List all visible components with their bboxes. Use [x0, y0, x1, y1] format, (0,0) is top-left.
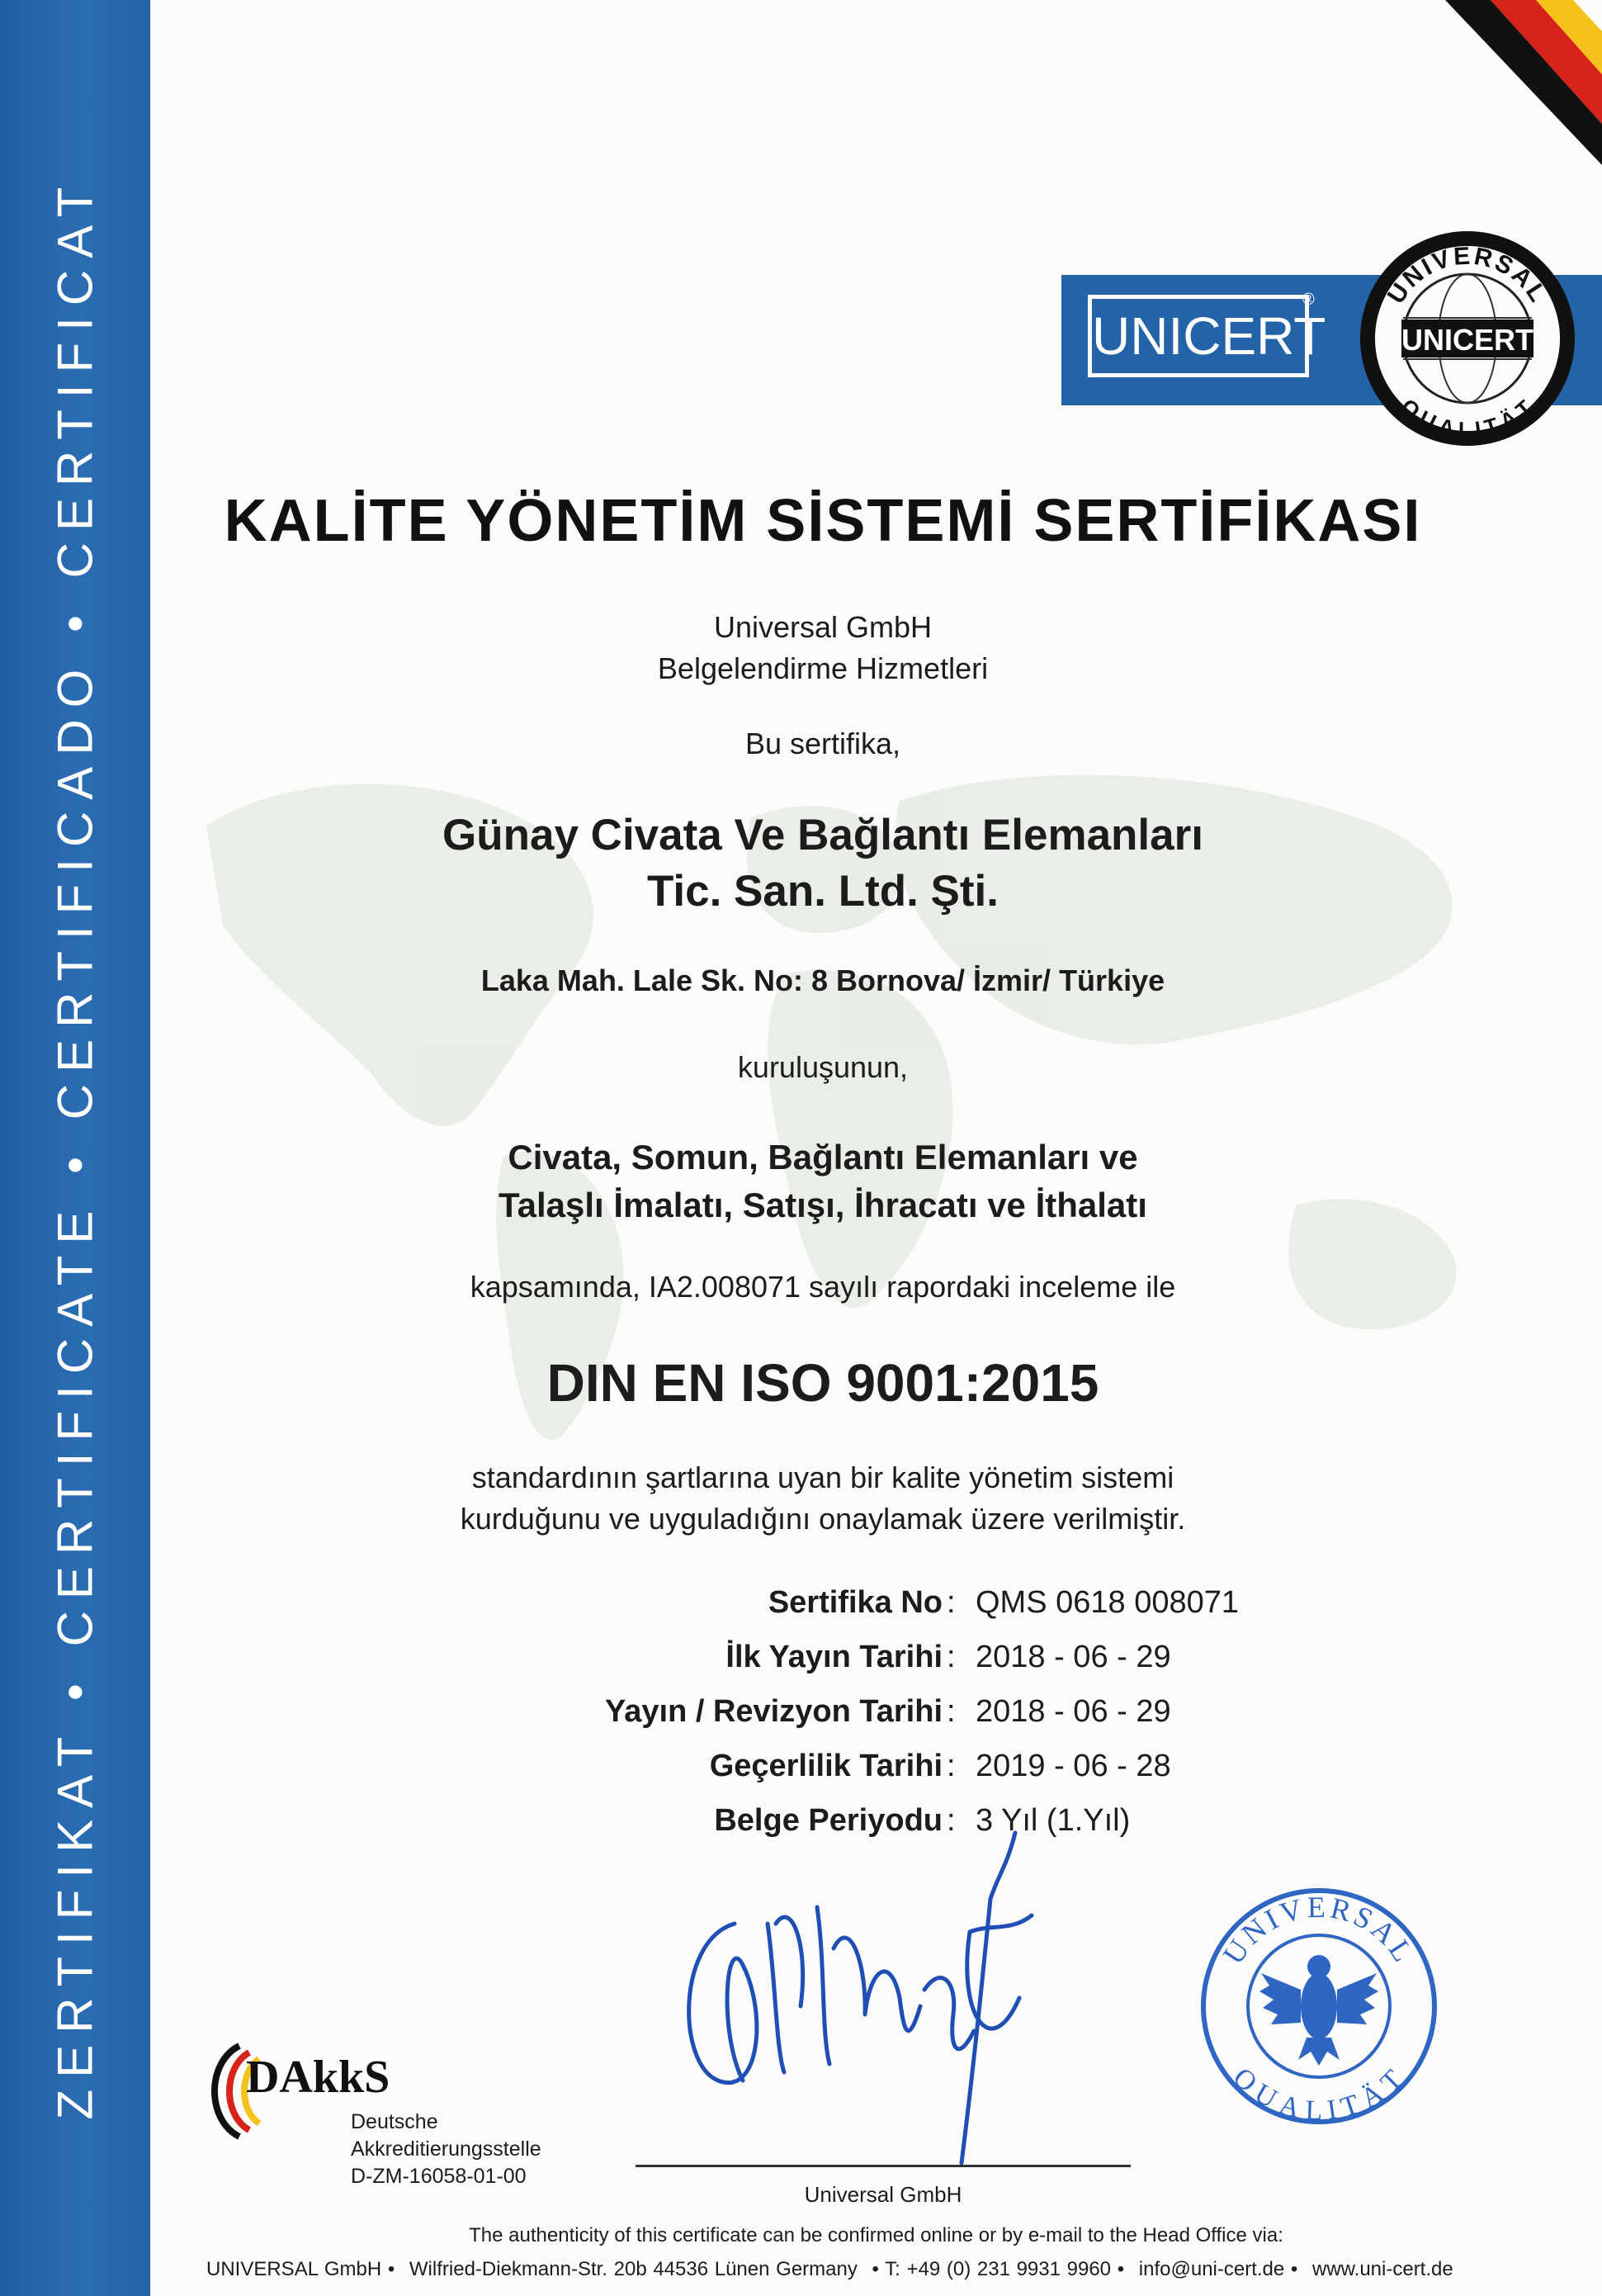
footer-company: UNIVERSAL GmbH • [206, 2258, 395, 2280]
detail-separator: : [947, 1585, 956, 1620]
detail-separator: : [947, 1694, 956, 1729]
dakks-line3: D-ZM-16058-01-00 [351, 2165, 527, 2188]
standard-name: DIN EN ISO 9001:2015 [546, 1353, 1099, 1413]
detail-label: Geçerlilik Tarihi [709, 1749, 943, 1783]
universal-stamp [1195, 1882, 1443, 2130]
statement-block [150, 1457, 1496, 1540]
seal-top-text: UNIVERSAL [1382, 242, 1553, 309]
company-name-line1: Günay Civata Ve Bağlantı Elemanları [442, 811, 1203, 859]
issuer-block [150, 607, 1496, 689]
statement-line2: kurduğunu ve uyguladığını onaylamak üzere verilmiştir. [460, 1502, 1186, 1536]
signer-name: Universal GmbH [804, 2182, 962, 2207]
scope-line2: Talaşlı İmalatı, Satışı, İhracatı ve İthalatı [499, 1186, 1147, 1224]
dakks-name: DAkkS [246, 2052, 390, 2103]
detail-label: Yayın / Revizyon Tarihi [605, 1694, 943, 1729]
footer-authenticity: The authenticity of this certificate can be confirmed online or by e-mail to the Head Office via: [469, 2224, 1283, 2246]
report-text: kapsamında, IA2.008071 sayılı rapordaki inceleme ile [470, 1270, 1176, 1304]
company-name-line2: Tic. San. Ltd. Şti. [646, 867, 999, 916]
detail-separator: : [947, 1640, 956, 1674]
detail-label: İlk Yayın Tarihi [725, 1640, 943, 1674]
signature-line [636, 2165, 1131, 2167]
detail-separator: : [947, 1749, 956, 1783]
dakks-details [351, 2109, 541, 2190]
issuer-name: Universal GmbH [713, 610, 933, 644]
stamp-bottom-text: QUALITÄT [1226, 2062, 1411, 2127]
side-band [0, 0, 150, 2296]
unicert-brand-box: UNICERT [1088, 295, 1309, 377]
footer-phone: • T: +49 (0) 231 9931 9960 • [872, 2258, 1125, 2280]
detail-row [150, 1585, 1496, 1640]
detail-value: 2018 - 06 - 29 [976, 1694, 1171, 1729]
flag-corner-icon [1429, 0, 1602, 182]
detail-row [150, 1749, 1496, 1803]
stamp-top-text: UNIVERSAL [1216, 1890, 1422, 1971]
detail-row [150, 1640, 1496, 1694]
eagle-icon [1259, 1955, 1378, 2066]
signature-scribble [644, 1800, 1106, 2180]
dakks-line2: Akkreditierungsstelle [351, 2137, 541, 2161]
detail-separator: : [947, 1803, 956, 1838]
footer-contact [206, 2258, 1462, 2281]
detail-value: 2018 - 06 - 29 [976, 1640, 1171, 1674]
detail-value: 2019 - 06 - 28 [976, 1749, 1171, 1783]
statement-line1: standardının şartlarına uyan bir kalite yönetim sistemi [471, 1460, 1174, 1494]
unicert-seal-logo [1356, 227, 1579, 450]
scope-line1: Civata, Somun, Bağlantı Elemanları ve [508, 1138, 1138, 1176]
detail-label: Sertifika No [768, 1585, 943, 1620]
footer-address: Wilfried-Diekmann-Str. 20b 44536 Lünen Germany [409, 2258, 858, 2280]
intro-text: Bu sertifika, [744, 727, 901, 760]
organization-suffix: kuruluşunun, [737, 1050, 909, 1084]
detail-row [150, 1694, 1496, 1749]
certificate-title: KALİTE YÖNETİM SİSTEMİ SERTİFİKASI [224, 488, 1422, 554]
dakks-line1: Deutsche [351, 2110, 438, 2133]
scope-block [150, 1134, 1496, 1229]
footer-email[interactable]: info@uni-cert.de • [1138, 2258, 1298, 2280]
company-address: Laka Mah. Lale Sk. No: 8 Bornova/ İzmir/ Türkiye [480, 963, 1165, 997]
side-band-text: ZERTIFIKAT • CERTIFICATE • CERTIFICADO • CERTIFICAT [47, 175, 103, 2120]
issuer-subtitle: Belgelendirme Hizmetleri [657, 651, 989, 685]
detail-value: QMS 0618 008071 [976, 1585, 1240, 1620]
footer-website[interactable]: www.uni-cert.de [1311, 2258, 1453, 2280]
detail-value: 3 Yıl (1.Yıl) [976, 1803, 1131, 1838]
seal-center-text: UNICERT [1401, 323, 1533, 357]
svg-text:QUALITÄT [1227, 2062, 1411, 2127]
detail-label: Belge Periyodu [714, 1803, 943, 1838]
company-name-block [150, 807, 1496, 920]
seal-bottom-text: QUALITÄT [1396, 393, 1539, 443]
registered-mark: ® [1302, 291, 1315, 309]
